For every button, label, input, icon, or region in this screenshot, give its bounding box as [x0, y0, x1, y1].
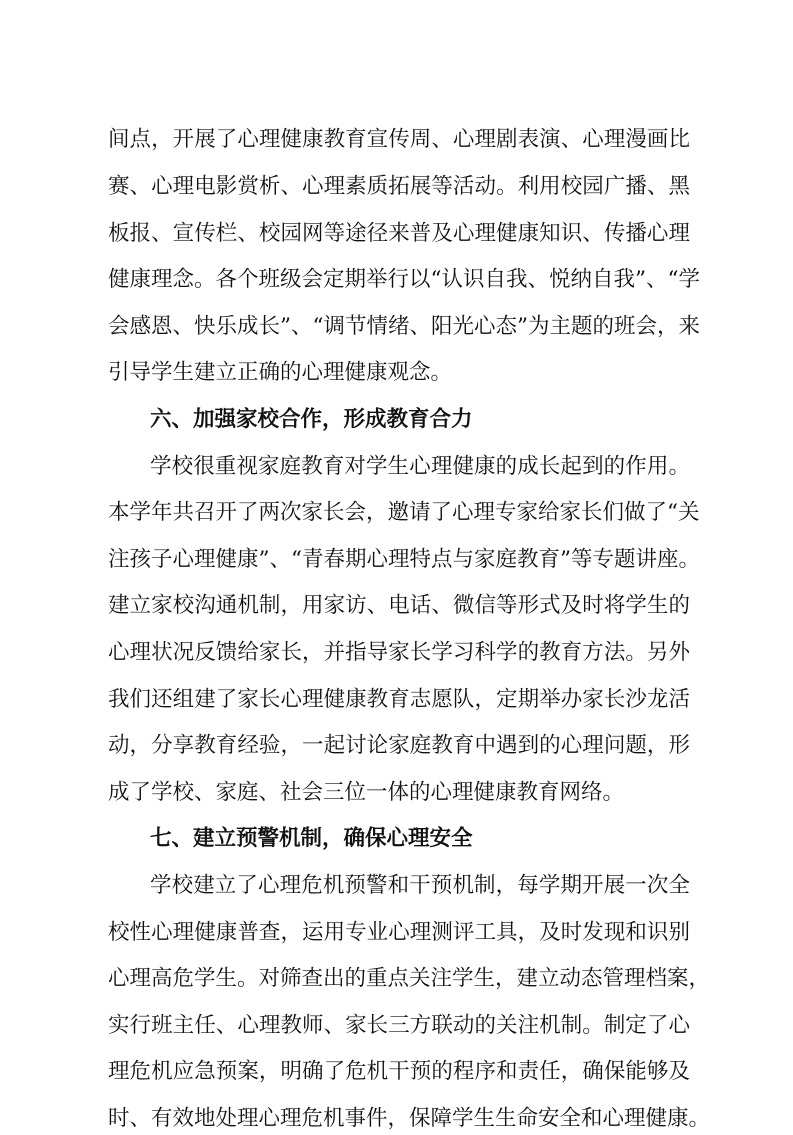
paragraph-line: 实行班主任、心理教师、家长三方联动的关注机制。制定了心: [108, 1013, 690, 1038]
paragraph-line: 间点，开展了心理健康教育宣传周、心理剧表演、心理漫画比: [108, 127, 690, 152]
paragraph-line: 心理状况反馈给家长，并指导家长学习科学的教育方法。另外: [108, 640, 690, 665]
section-heading: 六、加强家校合作，形成教育合力: [150, 407, 473, 432]
paragraph-line: 我们还组建了家长心理健康教育志愿队，定期举办家长沙龙活: [108, 687, 690, 712]
paragraph-line: 成了学校、家庭、社会三位一体的心理健康教育网络。: [108, 780, 625, 805]
paragraph-line: 本学年共召开了两次家长会，邀请了心理专家给家长们做了“关: [108, 500, 700, 525]
paragraph-line: 动，分享教育经验，一起讨论家庭教育中遇到的心理问题，形: [108, 733, 690, 758]
paragraph-line: 会感恩、快乐成长”、“调节情绪、阳光心态”为主题的班会，来: [108, 314, 700, 339]
paragraph-line: 注孩子心理健康”、“青春期心理特点与家庭教育”等专题讲座。: [108, 547, 700, 572]
section-heading: 七、建立预警机制，确保心理安全: [150, 826, 473, 851]
paragraph-line: 健康理念。各个班级会定期举行以“认识自我、悦纳自我”、“学: [108, 267, 700, 292]
paragraph-line: 板报、宣传栏、校园网等途径来普及心理健康知识、传播心理: [108, 221, 690, 246]
paragraph-line: 理危机应急预案，明确了危机干预的程序和责任，确保能够及: [108, 1059, 690, 1084]
paragraph-line: 心理高危学生。对筛查出的重点关注学生，建立动态管理档案，: [108, 966, 711, 991]
paragraph-line: 学校很重视家庭教育对学生心理健康的成长起到的作用。: [150, 454, 690, 479]
paragraph-line: 校性心理健康普查，运用专业心理测评工具，及时发现和识别: [108, 920, 690, 945]
paragraph-line: 时、有效地处理心理危机事件，保障学生生命安全和心理健康。: [108, 1106, 711, 1131]
paragraph-line: 引导学生建立正确的心理健康观念。: [108, 360, 453, 385]
paragraph-line: 建立家校沟通机制，用家访、电话、微信等形式及时将学生的: [108, 593, 690, 618]
paragraph-line: 学校建立了心理危机预警和干预机制，每学期开展一次全: [150, 873, 690, 898]
paragraph-line: 赛、心理电影赏析、心理素质拓展等活动。利用校园广播、黑: [108, 174, 690, 199]
